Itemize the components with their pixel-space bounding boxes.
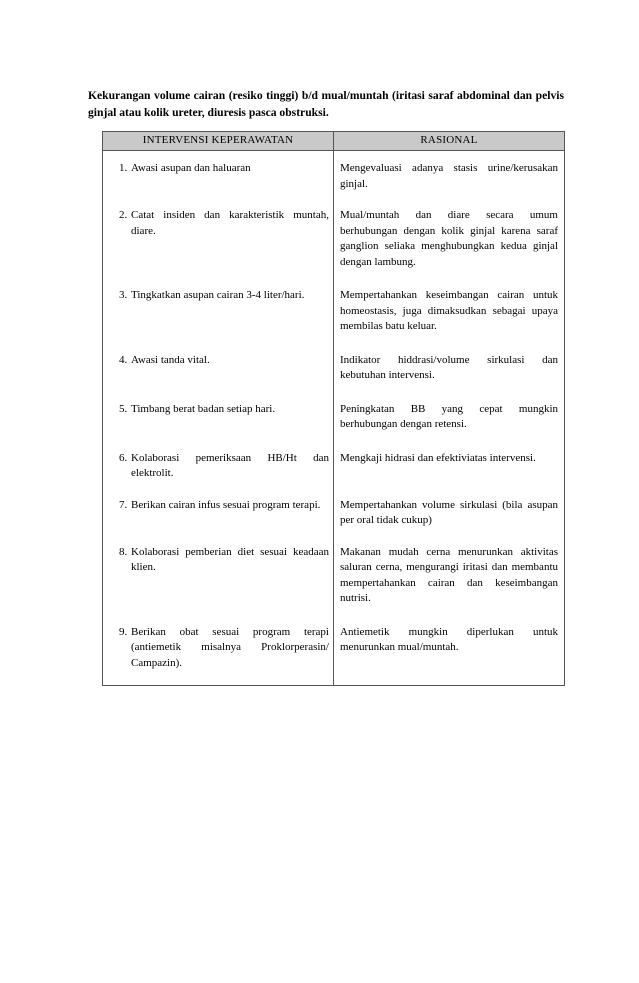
rationale-cell — [334, 396, 565, 445]
item-number: 7. — [119, 498, 128, 511]
intervention-text: Tingkatkan asupan cairan 3-4 liter/hari. — [131, 289, 305, 301]
intervention-text: Catat insiden dan karakteristik muntah, diare. — [131, 209, 329, 237]
item-number: 5. — [119, 402, 128, 415]
rationale-text: Mempertahankan keseimbangan cairan untuk homeostasis, juga dimaksudkan sebagai upaya membilas batu keluar. — [340, 289, 558, 332]
column-header-intervention: INTERVENSI KEPERAWATAN — [103, 132, 334, 151]
item-number: 9. — [119, 625, 128, 638]
table-row — [103, 445, 565, 494]
table-row — [103, 619, 565, 686]
intervention-cell — [103, 619, 334, 686]
table-row — [103, 396, 565, 445]
rationale-text: Mual/muntah dan diare secara umum berhubungan dengan kolik ginjal karena saraf ganglion seliaka menghubungkan kedua ginjal dengan lambung. — [340, 209, 558, 268]
intervention-text: Awasi tanda vital. — [131, 353, 210, 366]
table-row — [103, 347, 565, 396]
intervention-text: Awasi asupan dan haluaran — [131, 162, 251, 174]
intervention-text: Kolaborasi pemeriksaan HB/Ht dan elektrolit. — [131, 451, 329, 479]
page-heading: Kekurangan volume cairan (resiko tinggi) b/d mual/muntah (iritasi saraf abdominal dan pelvis ginjal atau kolik ureter, diuresis pasca obstruksi. — [88, 89, 564, 119]
rationale-text: Mempertahankan volume sirkulasi (bila asupan per oral tidak cukup) — [340, 498, 558, 526]
intervention-text: Berikan obat sesuai program terapi (antiemetik misalnya Proklorperasin/ Campazin). — [131, 625, 329, 669]
rationale-text: Indikator hiddrasi/volume sirkulasi dan kebutuhan intervensi. — [340, 353, 558, 381]
rationale-cell — [334, 202, 565, 282]
rationale-text: Mengevaluasi adanya stasis urine/kerusakan ginjal. — [340, 162, 558, 190]
rationale-cell — [334, 445, 565, 494]
rationale-cell — [334, 494, 565, 541]
intervention-cell — [103, 494, 334, 541]
rationale-cell — [334, 282, 565, 347]
rationale-cell — [334, 347, 565, 396]
item-number: 1. — [119, 162, 128, 174]
nursing-care-table — [102, 131, 565, 686]
rationale-text: Makanan mudah cerna menurunkan aktivitas saluran cerna, mengurangi iritasi dan membantu mempertahankan cairan dan keseimbangan nutrisi. — [340, 545, 558, 604]
intervention-cell — [103, 282, 334, 347]
item-number: 8. — [119, 545, 128, 558]
intervention-text: Kolaborasi pemberian diet sesuai keadaan klien. — [131, 545, 329, 573]
intervention-cell — [103, 151, 334, 203]
table-row — [103, 151, 565, 203]
table-header-row — [103, 132, 565, 151]
table-row — [103, 494, 565, 541]
table-row — [103, 282, 565, 347]
intervention-cell — [103, 445, 334, 494]
item-number: 2. — [119, 209, 128, 221]
intervention-cell — [103, 396, 334, 445]
item-number: 4. — [119, 353, 128, 366]
table-row — [103, 202, 565, 282]
rationale-text: Mengkaji hidrasi dan efektiviatas intervensi. — [340, 451, 536, 464]
intervention-text: Berikan cairan infus sesuai program terapi. — [131, 498, 321, 511]
intervention-cell — [103, 202, 334, 282]
rationale-text: Antiemetik mungkin diperlukan untuk menurunkan mual/muntah. — [340, 625, 558, 653]
rationale-cell — [334, 619, 565, 686]
item-number: 6. — [119, 451, 128, 464]
column-header-rationale: RASIONAL — [334, 132, 565, 151]
intervention-text: Timbang berat badan setiap hari. — [131, 402, 276, 415]
rationale-cell — [334, 151, 565, 203]
intervention-cell — [103, 347, 334, 396]
intervention-cell — [103, 541, 334, 619]
rationale-text: Peningkatan BB yang cepat mungkin berhubungan dengan retensi. — [340, 402, 558, 430]
item-number: 3. — [119, 289, 128, 301]
rationale-cell — [334, 541, 565, 619]
table-row — [103, 541, 565, 619]
